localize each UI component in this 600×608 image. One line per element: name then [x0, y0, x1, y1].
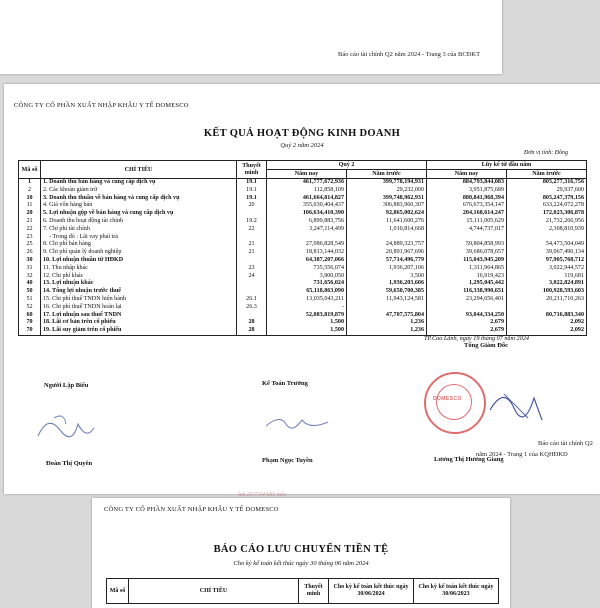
- accountant-signature: [262, 408, 332, 438]
- row-quarter-last-year: 3,500: [347, 273, 427, 281]
- row-ytd-this-year: 116,338,990,651: [427, 288, 507, 296]
- row-quarter-last-year: 11,943,124,581: [347, 296, 427, 304]
- row-code: 2: [19, 187, 41, 195]
- cash-flow-table: [106, 578, 499, 604]
- header-code: Mã số: [19, 161, 41, 179]
- row-code: 32: [19, 273, 41, 281]
- row-ytd-this-year: 39,686,078,657: [427, 249, 507, 257]
- row-item: 9. Chi phí quản lý doanh nghiệp: [41, 249, 237, 257]
- row-item: 10. Lợi nhuận thuần từ HĐKD: [41, 257, 237, 265]
- row-quarter-this-year: 1,500: [267, 319, 347, 327]
- preparer-name: Đoàn Thị Quyên: [46, 460, 93, 467]
- row-note: 22: [237, 226, 267, 234]
- table-row: [19, 296, 587, 304]
- report-footer-line2: năm 2024 - Trang 1 của KQHĐKD: [476, 451, 568, 458]
- signature-date: TP.Cao Lãnh, ngày 19 tháng 07 năm 2024: [424, 335, 529, 342]
- report-title: KẾT QUẢ HOẠT ĐỘNG KINH DOANH: [203, 128, 401, 139]
- row-note: 24: [237, 273, 267, 281]
- header-quarter-this-year: Năm nay: [267, 170, 347, 179]
- row-note: 21: [237, 241, 267, 249]
- row-item: 3. Doanh thu thuần về bán hàng và cung cấp dịch vụ: [41, 195, 237, 203]
- row-ytd-last-year: 80,716,883,340: [507, 312, 587, 320]
- row-ytd-last-year: 172,023,306,878: [507, 210, 587, 218]
- row-quarter-last-year: 1,936,207,106: [347, 265, 427, 273]
- cf-header-code: Mã số: [107, 579, 129, 604]
- row-item: 2. Các khoản giảm trừ: [41, 187, 237, 195]
- row-ytd-last-year: 20,211,710,263: [507, 296, 587, 304]
- row-ytd-this-year: [427, 234, 507, 242]
- row-code: 40: [19, 280, 41, 288]
- row-note: [237, 234, 267, 242]
- row-item: 19. Lãi suy giảm trên cổ phiếu: [41, 327, 237, 335]
- row-item: 14. Tổng lợi nhuận trước thuế: [41, 288, 237, 296]
- header-quarter-last-year: Năm trước: [347, 170, 427, 179]
- row-item: 16. Chi phí thuế TNDN hoãn lại: [41, 304, 237, 312]
- row-quarter-this-year: 112,858,109: [267, 187, 347, 195]
- row-quarter-this-year: 461,777,672,936: [267, 179, 347, 187]
- table-row: [19, 304, 587, 312]
- income-statement-rows: [19, 179, 587, 336]
- row-ytd-this-year: 93,044,334,250: [427, 312, 507, 320]
- row-note: [237, 312, 267, 320]
- row-quarter-this-year: 355,030,404,437: [267, 202, 347, 210]
- row-quarter-this-year: 106,634,410,390: [267, 210, 347, 218]
- row-quarter-last-year: 1,236: [347, 327, 427, 335]
- chief-accountant-name: Phạm Ngọc Tuyền: [262, 457, 313, 464]
- row-note: 19.1: [237, 195, 267, 203]
- income-statement-page: [4, 84, 600, 494]
- row-note: [237, 210, 267, 218]
- row-code: 22: [19, 226, 41, 234]
- row-code: 52: [19, 304, 41, 312]
- header-ytd-this-year: Năm nay: [427, 170, 507, 179]
- table-row: [19, 288, 587, 296]
- row-ytd-this-year: 115,043,945,209: [427, 257, 507, 265]
- row-code: 50: [19, 288, 41, 296]
- cf-header-item: CHỈ TIÊU: [129, 579, 299, 604]
- row-item: - Trong đó : Lãi vay phải trả: [41, 234, 237, 242]
- row-quarter-this-year: 6,899,883,756: [267, 218, 347, 226]
- row-ytd-last-year: 2,308,810,939: [507, 226, 587, 234]
- row-ytd-last-year: 3,022,944,572: [507, 265, 587, 273]
- row-ytd-last-year: 100,928,593,603: [507, 288, 587, 296]
- cf-header-current: Cho kỳ kế toán kết thúc ngày 30/06/2024: [329, 579, 414, 604]
- table-row: [19, 226, 587, 234]
- row-item: 11. Thu nhập khác: [41, 265, 237, 273]
- row-ytd-last-year: 2,092: [507, 327, 587, 335]
- row-ytd-this-year: 59,804,858,993: [427, 241, 507, 249]
- table-row: [19, 249, 587, 257]
- row-note: [237, 280, 267, 288]
- row-ytd-last-year: 29,937,600: [507, 187, 587, 195]
- row-quarter-this-year: 1,500: [267, 327, 347, 335]
- row-quarter-last-year: 1,010,814,668: [347, 226, 427, 234]
- header-quarter: Quý 2: [267, 161, 427, 170]
- row-quarter-last-year: 57,714,496,779: [347, 257, 427, 265]
- row-quarter-this-year: 3,247,114,499: [267, 226, 347, 234]
- row-note: 28: [237, 327, 267, 335]
- cf-header-note: Thuyết minh: [299, 579, 329, 604]
- row-ytd-last-year: 21,732,266,956: [507, 218, 587, 226]
- row-quarter-last-year: [347, 234, 427, 242]
- row-note: [237, 288, 267, 296]
- row-note: 19.1: [237, 179, 267, 187]
- row-quarter-last-year: 11,641,600,276: [347, 218, 427, 226]
- row-note: 23: [237, 265, 267, 273]
- row-code: 10: [19, 195, 41, 203]
- table-row: [19, 265, 587, 273]
- table-row: [19, 257, 587, 265]
- general-director-role: Tổng Giám Đốc: [464, 342, 509, 349]
- row-item: 13. Lợi nhuận khác: [41, 280, 237, 288]
- currency-unit: Đơn vị tính: Đồng: [524, 150, 569, 156]
- row-quarter-this-year: 27,086,828,549: [267, 241, 347, 249]
- table-row: [19, 241, 587, 249]
- row-ytd-last-year: [507, 304, 587, 312]
- row-quarter-this-year: 461,664,814,827: [267, 195, 347, 203]
- row-quarter-this-year: 18,813,144,032: [267, 249, 347, 257]
- table-row: [19, 280, 587, 288]
- row-item: 18. Lãi cơ bản trên cổ phiếu: [41, 319, 237, 327]
- table-row: [19, 195, 587, 203]
- previous-page: [0, 0, 502, 74]
- row-code: 25: [19, 241, 41, 249]
- table-row: [19, 273, 587, 281]
- table-row: [19, 319, 587, 327]
- row-item: 1. Doanh thu bán hàng và cung cấp dịch vụ: [41, 179, 237, 187]
- cf-title: BÁO CÁO LƯU CHUYỂN TIỀN TỆ: [213, 544, 389, 555]
- row-ytd-this-year: [427, 304, 507, 312]
- row-quarter-this-year: 13,035,043,211: [267, 296, 347, 304]
- row-item: 6. Doanh thu hoạt động tài chính: [41, 218, 237, 226]
- row-ytd-this-year: 2,679: [427, 319, 507, 327]
- row-note: 20: [237, 202, 267, 210]
- row-ytd-last-year: 805,277,316,756: [507, 179, 587, 187]
- row-quarter-last-year: 399,748,962,931: [347, 195, 427, 203]
- row-item: 15. Chi phí thuế TNDN hiện hành: [41, 296, 237, 304]
- income-statement-table: [18, 160, 587, 336]
- row-quarter-this-year: 3,900,050: [267, 273, 347, 281]
- row-quarter-this-year: 65,118,863,090: [267, 288, 347, 296]
- row-note: 28: [237, 319, 267, 327]
- row-note: 21: [237, 249, 267, 257]
- row-item: 4. Giá vốn hàng bán: [41, 202, 237, 210]
- row-ytd-this-year: 4,744,737,017: [427, 226, 507, 234]
- row-code: 70: [19, 319, 41, 327]
- table-row: [19, 210, 587, 218]
- row-quarter-this-year: -: [267, 304, 347, 312]
- row-ytd-last-year: 97,905,768,712: [507, 257, 587, 265]
- previous-page-footer: Báo cáo tài chính Q2 năm 2024 - Trang 3 của BCĐKT: [338, 51, 481, 58]
- row-ytd-this-year: 204,168,614,247: [427, 210, 507, 218]
- row-code: 70: [19, 327, 41, 335]
- row-item: 5. Lợi nhuận gộp về bán hàng và cung cấp dịch vụ: [41, 210, 237, 218]
- row-ytd-this-year: 15,111,005,629: [427, 218, 507, 226]
- row-quarter-this-year: [267, 234, 347, 242]
- row-ytd-this-year: 1,295,045,442: [427, 280, 507, 288]
- row-code: 11: [19, 202, 41, 210]
- table-row: [19, 179, 587, 187]
- cf-company-name: CÔNG TY CỔ PHẦN XUẤT NHẬP KHẨU Y TẾ DOMESCO: [104, 506, 279, 513]
- row-quarter-last-year: 29,232,000: [347, 187, 427, 195]
- row-note: [237, 257, 267, 265]
- row-ytd-last-year: 633,224,072,278: [507, 202, 587, 210]
- handwritten-note: lck 25/7/24 6h5 min: [238, 492, 286, 498]
- row-quarter-last-year: 59,650,700,385: [347, 288, 427, 296]
- row-note: 26.1: [237, 296, 267, 304]
- row-ytd-this-year: 676,673,354,147: [427, 202, 507, 210]
- row-note: 19.2: [237, 218, 267, 226]
- general-director-name: Lương Thị Hương Giang: [434, 456, 504, 463]
- chief-accountant-role: Kế Toán Trưởng: [262, 380, 308, 387]
- report-footer-line1: Báo cáo tài chính Q2: [538, 440, 593, 447]
- cf-period: Cho kỳ kế toán kết thúc ngày 30 tháng 06 năm 2024: [233, 560, 369, 567]
- row-quarter-last-year: [347, 304, 427, 312]
- row-code: 60: [19, 312, 41, 320]
- cash-flow-page: [92, 492, 510, 608]
- stamp-text: DOMESCO: [433, 396, 462, 402]
- row-quarter-last-year: 1,236: [347, 319, 427, 327]
- row-quarter-last-year: 306,883,960,307: [347, 202, 427, 210]
- row-ytd-last-year: [507, 234, 587, 242]
- row-ytd-this-year: 16,919,423: [427, 273, 507, 281]
- row-ytd-last-year: 2,092: [507, 319, 587, 327]
- row-ytd-last-year: 3,022,824,891: [507, 280, 587, 288]
- row-code: 20: [19, 210, 41, 218]
- row-code: 31: [19, 265, 41, 273]
- row-quarter-last-year: 24,889,323,757: [347, 241, 427, 249]
- row-code: 30: [19, 257, 41, 265]
- row-code: 23: [19, 234, 41, 242]
- header-ytd-last-year: Năm trước: [507, 170, 587, 179]
- row-item: 12. Chi phí khác: [41, 273, 237, 281]
- row-ytd-this-year: 1,311,964,865: [427, 265, 507, 273]
- cf-header-previous: Cho kỳ kế toán kết thúc ngày 30/06/2023: [414, 579, 499, 604]
- row-quarter-this-year: 64,387,207,066: [267, 257, 347, 265]
- preparer-role: Người Lập Biểu: [44, 382, 89, 389]
- row-code: 51: [19, 296, 41, 304]
- preparer-signature: [34, 410, 104, 446]
- row-quarter-last-year: 47,707,575,804: [347, 312, 427, 320]
- company-stamp: [424, 372, 486, 434]
- row-ytd-this-year: 23,294,656,401: [427, 296, 507, 304]
- row-quarter-last-year: 399,778,194,931: [347, 179, 427, 187]
- row-quarter-this-year: 735,556,074: [267, 265, 347, 273]
- row-item: 8. Chi phí bán hàng: [41, 241, 237, 249]
- row-ytd-last-year: 119,681: [507, 273, 587, 281]
- row-item: 17. Lợi nhuận sau thuế TNDN: [41, 312, 237, 320]
- row-ytd-this-year: 880,841,968,394: [427, 195, 507, 203]
- row-ytd-this-year: 3,951,875,689: [427, 187, 507, 195]
- company-name: CÔNG TY CỔ PHẦN XUẤT NHẬP KHẨU Y TẾ DOMESCO: [14, 102, 189, 109]
- row-code: 21: [19, 218, 41, 226]
- table-row: [19, 218, 587, 226]
- table-row: [19, 187, 587, 195]
- row-ytd-last-year: 805,247,379,156: [507, 195, 587, 203]
- table-row: [19, 234, 587, 242]
- director-signature: [484, 380, 554, 430]
- row-code: 1: [19, 179, 41, 187]
- row-quarter-last-year: 92,865,002,624: [347, 210, 427, 218]
- row-ytd-last-year: 39,067,490,134: [507, 249, 587, 257]
- row-quarter-last-year: 20,891,967,696: [347, 249, 427, 257]
- header-ytd: Lũy kế từ đầu năm: [427, 161, 587, 170]
- row-note: 26.3: [237, 304, 267, 312]
- report-period: Quý 2 năm 2024: [280, 142, 324, 149]
- row-quarter-this-year: 731,656,024: [267, 280, 347, 288]
- row-ytd-this-year: 884,793,844,083: [427, 179, 507, 187]
- row-quarter-this-year: 52,083,819,879: [267, 312, 347, 320]
- row-quarter-last-year: 1,936,203,606: [347, 280, 427, 288]
- row-ytd-this-year: 2,679: [427, 327, 507, 335]
- row-code: 26: [19, 249, 41, 257]
- header-note: Thuyết minh: [237, 161, 267, 179]
- header-item: CHỈ TIÊU: [41, 161, 237, 179]
- row-ytd-last-year: 54,473,504,049: [507, 241, 587, 249]
- stamp-inner-ring: [436, 384, 472, 420]
- row-item: 7. Chi phí tài chính: [41, 226, 237, 234]
- row-note: 19.1: [237, 187, 267, 195]
